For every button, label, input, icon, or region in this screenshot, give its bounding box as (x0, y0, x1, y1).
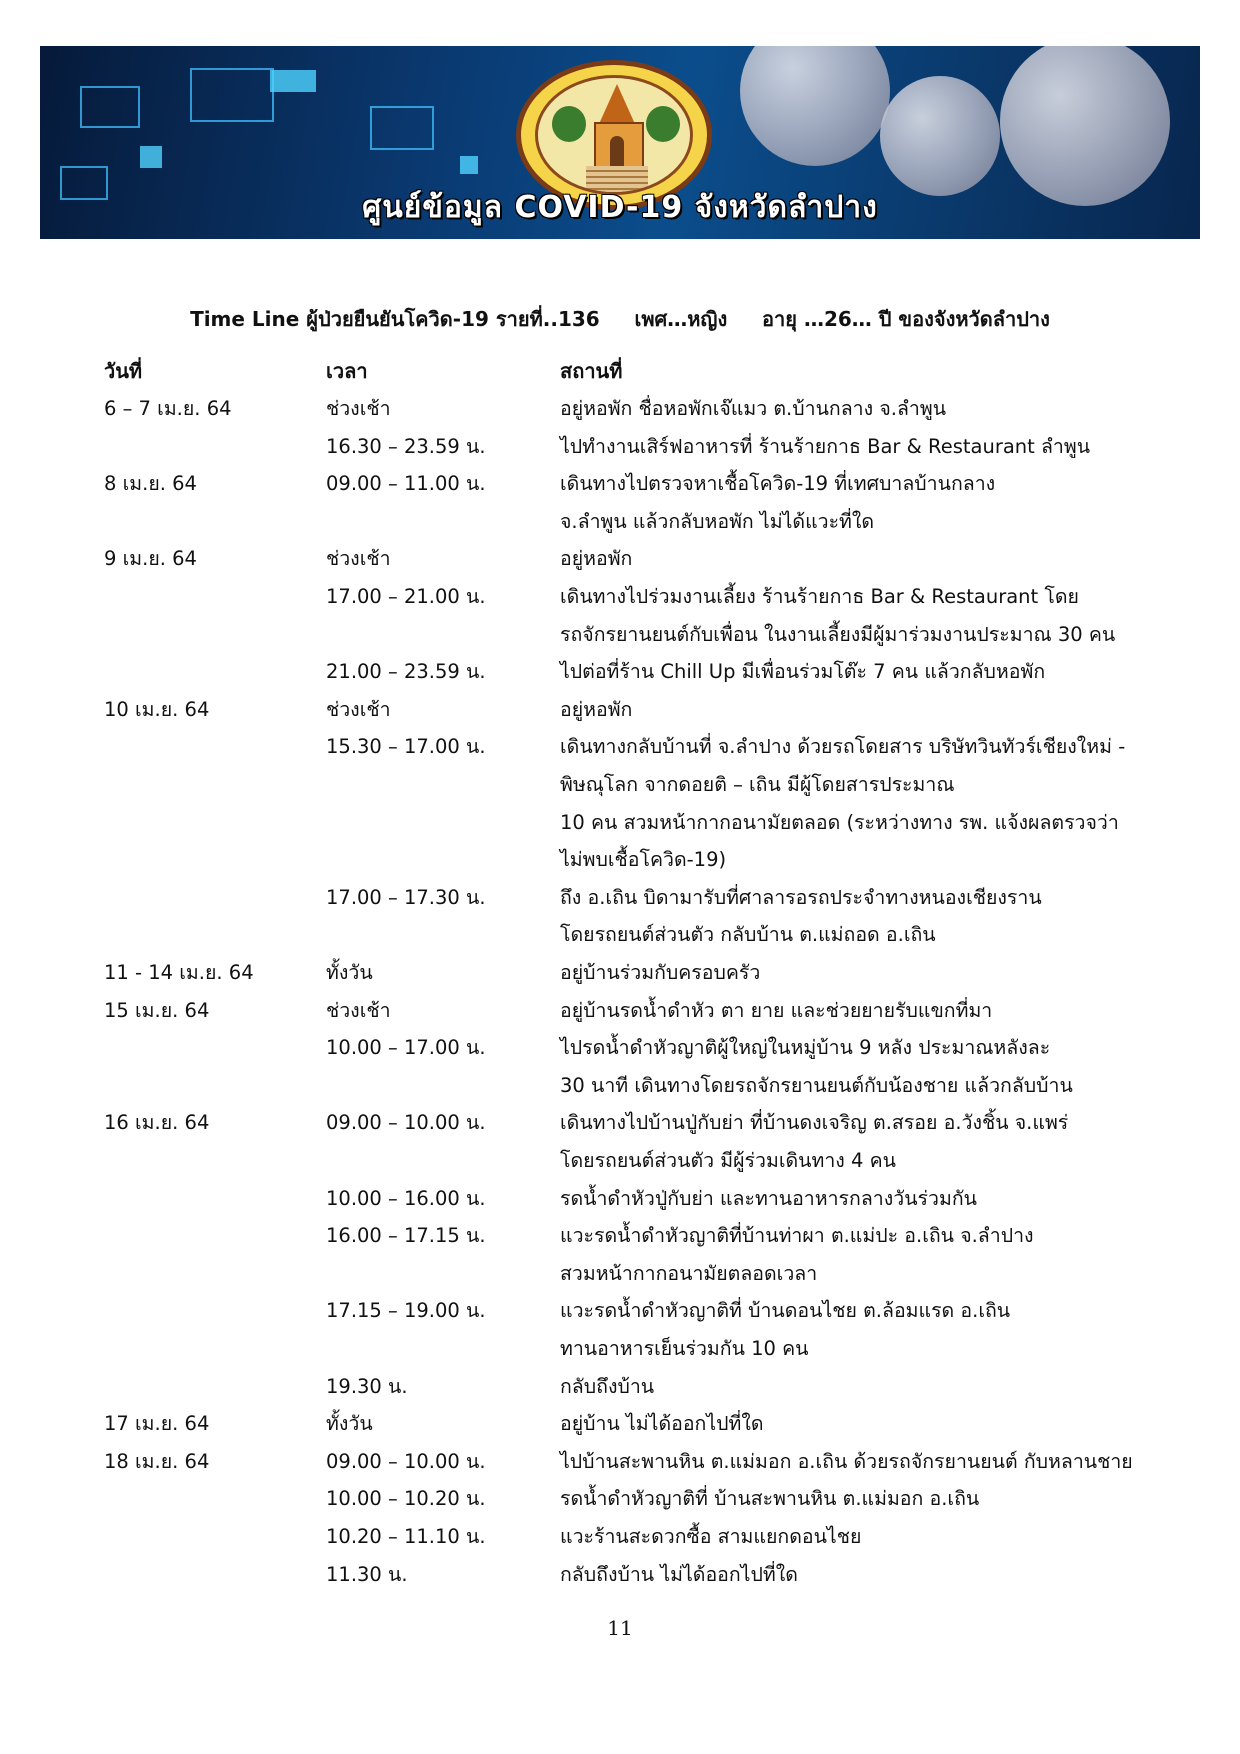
row-time: 17.00 – 17.30 น. (326, 885, 486, 909)
row-place: ไปทำงานเสิร์ฟอาหารที่ ร้านร้ายกาธ Bar & Restaurant ลำพูน (560, 434, 1091, 458)
document-title: Time Line ผู้ป่วยยืนยันโควิด-19 รายที่..136 เพศ…หญิง อายุ …26… ปี ของจังหวัดลำปาง (190, 307, 1050, 331)
row-place: อยู่หอพัก ชื่อหอพักเจ๊แมว ต.บ้านกลาง จ.ลำพูน (560, 397, 947, 420)
table-row (0, 844, 1240, 880)
row-place: โดยรถยนต์ส่วนตัว กลับบ้าน ต.แม่ถอด อ.เถิน (560, 923, 936, 947)
table-row (0, 543, 1240, 579)
table-row (0, 1258, 1240, 1294)
row-time: 09.00 – 10.00 น. (326, 1111, 486, 1135)
row-place: รดน้ำดำหัวญาติที่ บ้านสะพานหิน ต.แม่มอก อ.เถิน (560, 1487, 980, 1511)
table-row (0, 995, 1240, 1031)
table-row (0, 656, 1240, 692)
table-row (0, 882, 1240, 918)
table-row (0, 619, 1240, 655)
table-row (0, 1483, 1240, 1519)
row-time: 16.30 – 23.59 น. (326, 434, 486, 458)
table-row (0, 1107, 1240, 1143)
circuit-decoration (190, 68, 274, 122)
row-time: 17.15 – 19.00 น. (326, 1299, 486, 1323)
row-time: ทั้งวัน (326, 961, 373, 984)
circuit-decoration (270, 70, 316, 92)
table-row (0, 769, 1240, 805)
column-header-date: วันที่ (104, 359, 143, 383)
table-row (0, 919, 1240, 955)
table-row (0, 1521, 1240, 1557)
row-time: 19.30 น. (326, 1374, 408, 1398)
row-place: จ.ลำพูน แล้วกลับหอพัก ไม่ได้แวะที่ใด (560, 509, 875, 533)
row-place: เดินทางไปตรวจหาเชื้อโควิด-19 ที่เทศบาลบ้านกลาง (560, 472, 996, 496)
circuit-decoration (460, 156, 478, 174)
row-time: 15.30 – 17.00 น. (326, 735, 486, 759)
row-place: เดินทางไปบ้านปู่กับย่า ที่บ้านดงเจริญ ต.สรอย อ.วังชิ้น จ.แพร่ (560, 1111, 1069, 1135)
table-row (0, 1408, 1240, 1444)
row-time: ทั้งวัน (326, 1412, 373, 1436)
table-row (0, 1070, 1240, 1106)
table-row (0, 1183, 1240, 1219)
row-time: 21.00 – 23.59 น. (326, 660, 486, 684)
row-time: 10.00 – 16.00 น. (326, 1186, 486, 1210)
page-number: 11 (607, 1616, 633, 1640)
table-row (0, 468, 1240, 504)
row-place: กลับถึงบ้าน (560, 1374, 655, 1398)
row-time: 10.00 – 17.00 น. (326, 1036, 486, 1060)
virus-icon (1000, 46, 1170, 206)
column-header-time: เวลา (326, 359, 368, 383)
table-row (0, 1295, 1240, 1331)
row-place: 30 นาที เดินทางโดยรถจักรยานยนต์กับน้องชาย แล้วกลับบ้าน (560, 1073, 1073, 1097)
table-row (0, 731, 1240, 767)
table-row (0, 1032, 1240, 1068)
row-place: ถึง อ.เถิน บิดามารับที่ศาลารอรถประจำทางหนองเชียงราน (560, 885, 1042, 909)
row-date: 15 เม.ย. 64 (104, 998, 210, 1022)
row-place: ไม่พบเชื้อโควิด-19) (560, 848, 727, 872)
table-row (0, 1446, 1240, 1482)
row-place: แวะรดน้ำดำหัวญาติที่ บ้านดอนไชย ต.ล้อมแรด อ.เถิน (560, 1299, 1011, 1323)
table-row (0, 1559, 1240, 1595)
table-row (0, 431, 1240, 467)
row-time: 16.00 – 17.15 น. (326, 1224, 486, 1248)
row-place: อยู่บ้านรดน้ำดำหัว ตา ยาย และช่วยยายรับแขกที่มา (560, 998, 993, 1022)
row-date: 9 เม.ย. 64 (104, 547, 197, 571)
table-row (0, 506, 1240, 542)
row-time: 10.00 – 10.20 น. (326, 1487, 486, 1511)
table-row (0, 807, 1240, 843)
circuit-decoration (370, 106, 434, 150)
row-place: 10 คน สวมหน้ากากอนามัยตลอด (ระหว่างทาง รพ. แจ้งผลตรวจว่า (560, 810, 1119, 834)
row-time: ช่วงเช้า (326, 998, 391, 1022)
row-place: อยู่หอพัก (560, 547, 633, 571)
row-place: แวะร้านสะดวกซื้อ สามแยกดอนไชย (560, 1525, 862, 1548)
virus-icon (740, 46, 890, 166)
header-banner (40, 46, 1200, 239)
row-place: อยู่บ้าน ไม่ได้ออกไปที่ใด (560, 1412, 764, 1436)
row-date: 18 เม.ย. 64 (104, 1449, 210, 1473)
row-place: ทานอาหารเย็นร่วมกัน 10 คน (560, 1337, 809, 1360)
row-time: 11.30 น. (326, 1562, 408, 1586)
table-row (0, 393, 1240, 429)
row-place: เดินทางไปร่วมงานเลี้ยง ร้านร้ายกาธ Bar & Restaurant โดย (560, 585, 1079, 608)
row-place: ไปรดน้ำดำหัวญาติผู้ใหญ่ในหมู่บ้าน 9 หลัง ประมาณหลังละ (560, 1036, 1051, 1060)
table-row (0, 1220, 1240, 1256)
table-row (0, 581, 1240, 617)
row-place: รถจักรยานยนต์กับเพื่อน ในงานเลี้ยงมีผู้มาร่วมงานประมาณ 30 คน (560, 622, 1116, 646)
row-place: ไปต่อที่ร้าน Chill Up มีเพื่อนร่วมโต๊ะ 7 คน แล้วกลับหอพัก (560, 660, 1046, 684)
row-time: 09.00 – 11.00 น. (326, 472, 486, 496)
circuit-decoration (140, 146, 162, 168)
table-row (0, 1371, 1240, 1407)
row-place: รดน้ำดำหัวปู่กับย่า และทานอาหารกลางวันร่วมกัน (560, 1186, 977, 1210)
row-date: 10 เม.ย. 64 (104, 697, 210, 721)
row-time: 17.00 – 21.00 น. (326, 585, 486, 608)
table-row (0, 694, 1240, 730)
banner-title: ศูนย์ข้อมูล COVID-19 จังหวัดลำปาง (362, 190, 878, 225)
table-row (0, 957, 1240, 993)
row-time: 10.20 – 11.10 น. (326, 1525, 486, 1548)
row-time: 09.00 – 10.00 น. (326, 1449, 486, 1473)
row-place: แวะรดน้ำดำหัวญาติที่บ้านท่าผา ต.แม่ปะ อ.เถิน จ.ลำปาง (560, 1224, 1034, 1248)
row-place: สวมหน้ากากอนามัยตลอดเวลา (560, 1261, 818, 1285)
row-time: ช่วงเช้า (326, 697, 391, 721)
row-place: อยู่บ้านร่วมกับครอบครัว (560, 961, 761, 984)
row-place: พิษณุโลก จากดอยติ – เถิน มีผู้โดยสารประมาณ (560, 773, 955, 796)
table-row (0, 1145, 1240, 1181)
circuit-decoration (80, 86, 140, 128)
row-date: 6 – 7 เม.ย. 64 (104, 397, 232, 420)
row-place: โดยรถยนต์ส่วนตัว มีผู้ร่วมเดินทาง 4 คน (560, 1149, 896, 1172)
row-place: อยู่หอพัก (560, 697, 633, 721)
row-date: 8 เม.ย. 64 (104, 472, 197, 496)
row-date: 17 เม.ย. 64 (104, 1412, 210, 1436)
virus-icon (880, 76, 1000, 196)
row-date: 16 เม.ย. 64 (104, 1111, 210, 1135)
column-header-place: สถานที่ (560, 359, 623, 383)
table-row (0, 1333, 1240, 1369)
row-time: ช่วงเช้า (326, 397, 391, 420)
row-place: เดินทางกลับบ้านที่ จ.ลำปาง ด้วยรถโดยสาร บริษัทวินทัวร์เชียงใหม่ - (560, 735, 1126, 759)
row-date: 11 - 14 เม.ย. 64 (104, 961, 254, 984)
row-place: ไปบ้านสะพานหิน ต.แม่มอก อ.เถิน ด้วยรถจักรยานยนต์ กับหลานชาย (560, 1449, 1133, 1473)
row-time: ช่วงเช้า (326, 547, 391, 571)
row-place: กลับถึงบ้าน ไม่ได้ออกไปที่ใด (560, 1562, 798, 1586)
